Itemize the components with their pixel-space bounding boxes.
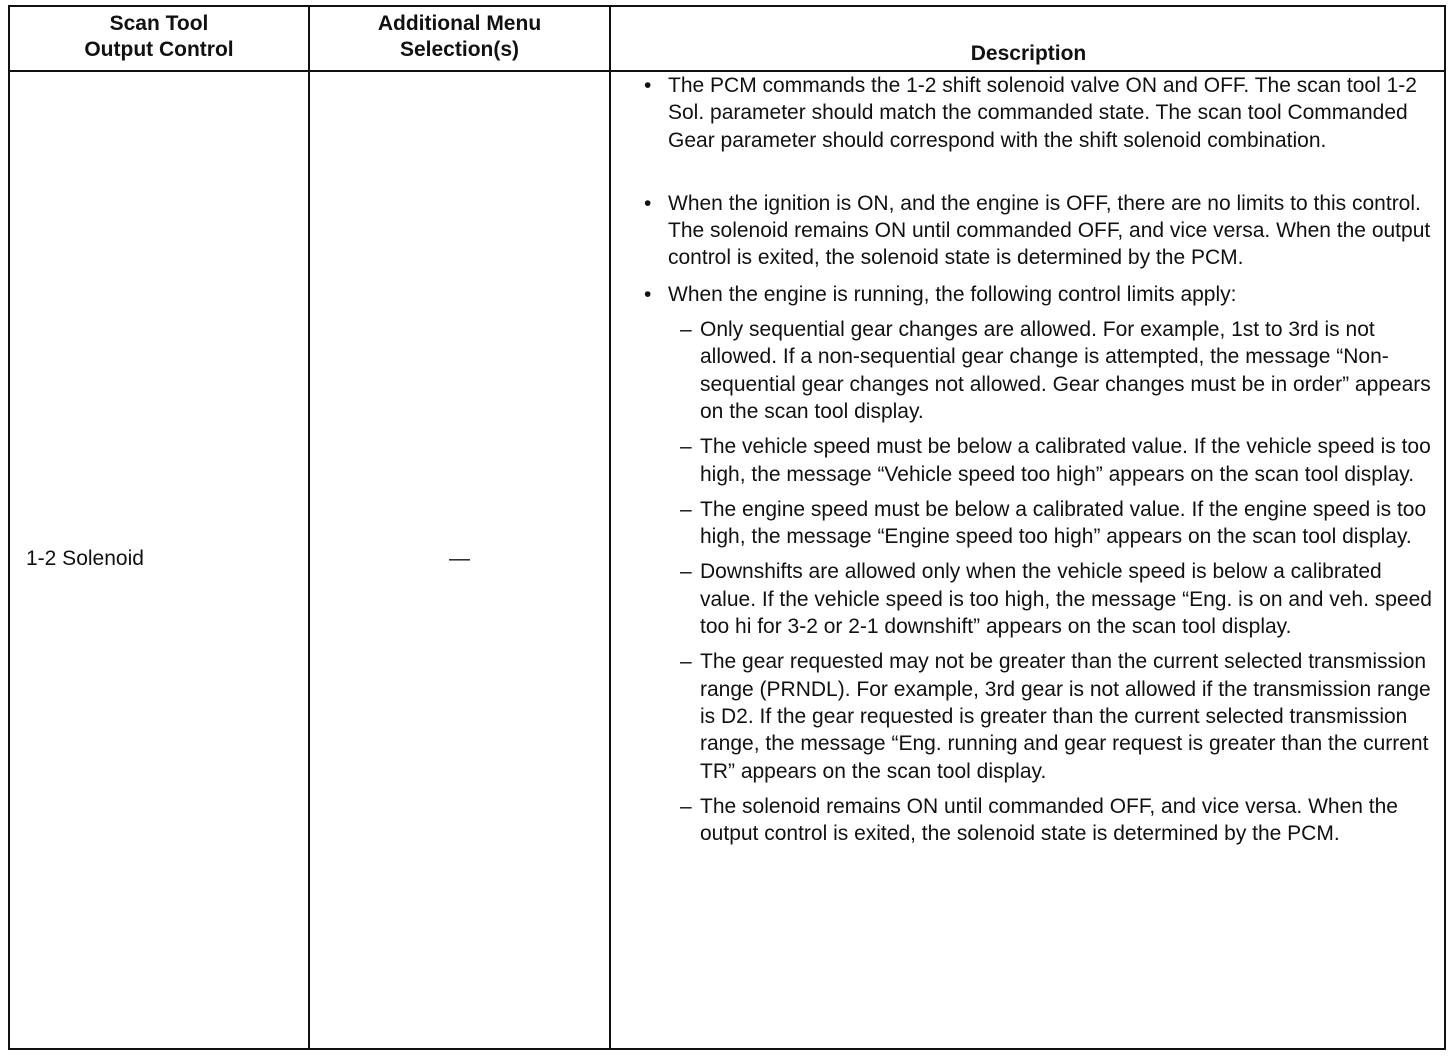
bullet-text: The PCM commands the 1-2 shift solenoid valve ON and OFF. The scan tool 1-2 Sol. parameter should match the commanded state. The scan tool Commanded Gear parameter should correspond with the shift solenoid combination. bbox=[668, 74, 1417, 152]
limit-text: Only sequential gear changes are allowed. For example, 1st to 3rd is not allowed. If a non-sequential gear change is attempted, the message “Non-sequential gear changes not allowed. Gear changes must be in order” appears on the scan tool display. bbox=[700, 318, 1431, 423]
description-bullet bbox=[636, 281, 1432, 308]
description-cell bbox=[636, 72, 1432, 855]
header-text: Description bbox=[970, 42, 1087, 65]
control-limit-item bbox=[636, 496, 1432, 551]
control-limit-item bbox=[636, 648, 1432, 784]
limit-text: The gear requested may not be greater than the current selected transmission range (PRNDL). For example, 3rd gear is not allowed if the transmission range is D2. If the gear requested is greater than the current selected transmission range, the message “Eng. running and gear request is greater than the current TR” appears on the scan tool display. bbox=[700, 650, 1431, 783]
limit-text: The engine speed must be below a calibrated value. If the engine speed is too high, the message “Engine speed too high” appears on the scan tool display. bbox=[700, 497, 1427, 549]
control-limit-item bbox=[636, 433, 1432, 488]
header-text: Output Control bbox=[84, 38, 234, 61]
limit-text: The solenoid remains ON until commanded OFF, and vice versa. When the output control is exited, the solenoid state is determined by the PCM. bbox=[700, 794, 1398, 846]
header-text: Selection(s) bbox=[399, 38, 520, 61]
description-bullet bbox=[636, 190, 1432, 272]
bullet-icon: • bbox=[644, 191, 652, 215]
column-divider bbox=[308, 7, 310, 1048]
header-text: Additional Menu bbox=[377, 12, 542, 35]
dash-icon: – bbox=[680, 560, 692, 584]
column-header-additional-menu-selections bbox=[310, 11, 609, 74]
bullet-icon: • bbox=[644, 282, 652, 306]
limit-text: The vehicle speed must be below a calibrated value. If the vehicle speed is too high, the message “Vehicle speed too high” appears on the scan tool display. bbox=[700, 435, 1431, 486]
bullet-text: When the ignition is ON, and the engine is OFF, there are no limits to this control. The solenoid remains ON until commanded OFF, and vice versa. When the output control is exited, the solenoid state is determined by the PCM. bbox=[668, 191, 1431, 270]
dash-icon: – bbox=[680, 650, 692, 674]
dash-icon: – bbox=[680, 497, 692, 521]
limit-text: Downshifts are allowed only when the vehicle speed is below a calibrated value. If the vehicle speed is too high, the message “Eng. is on and veh. speed too hi for 3-2 or 2-1 downshift” appears on the scan tool display. bbox=[700, 560, 1432, 639]
dash-icon: – bbox=[680, 435, 692, 459]
bullet-icon: • bbox=[644, 74, 652, 97]
dash-icon: – bbox=[680, 794, 692, 818]
output-control-cell: 1-2 Solenoid bbox=[26, 547, 144, 570]
bullet-text: When the engine is running, the following control limits apply: bbox=[668, 282, 1237, 306]
column-divider bbox=[609, 7, 611, 1048]
description-bullet bbox=[636, 72, 1432, 154]
header-text: Scan Tool bbox=[109, 12, 209, 35]
control-limit-item bbox=[636, 558, 1432, 640]
control-limit-item bbox=[636, 793, 1432, 848]
control-limit-item bbox=[636, 316, 1432, 425]
additional-selection-cell: — bbox=[449, 547, 470, 570]
column-header-scan-tool-output-control bbox=[10, 11, 308, 74]
dash-icon: – bbox=[680, 318, 692, 342]
